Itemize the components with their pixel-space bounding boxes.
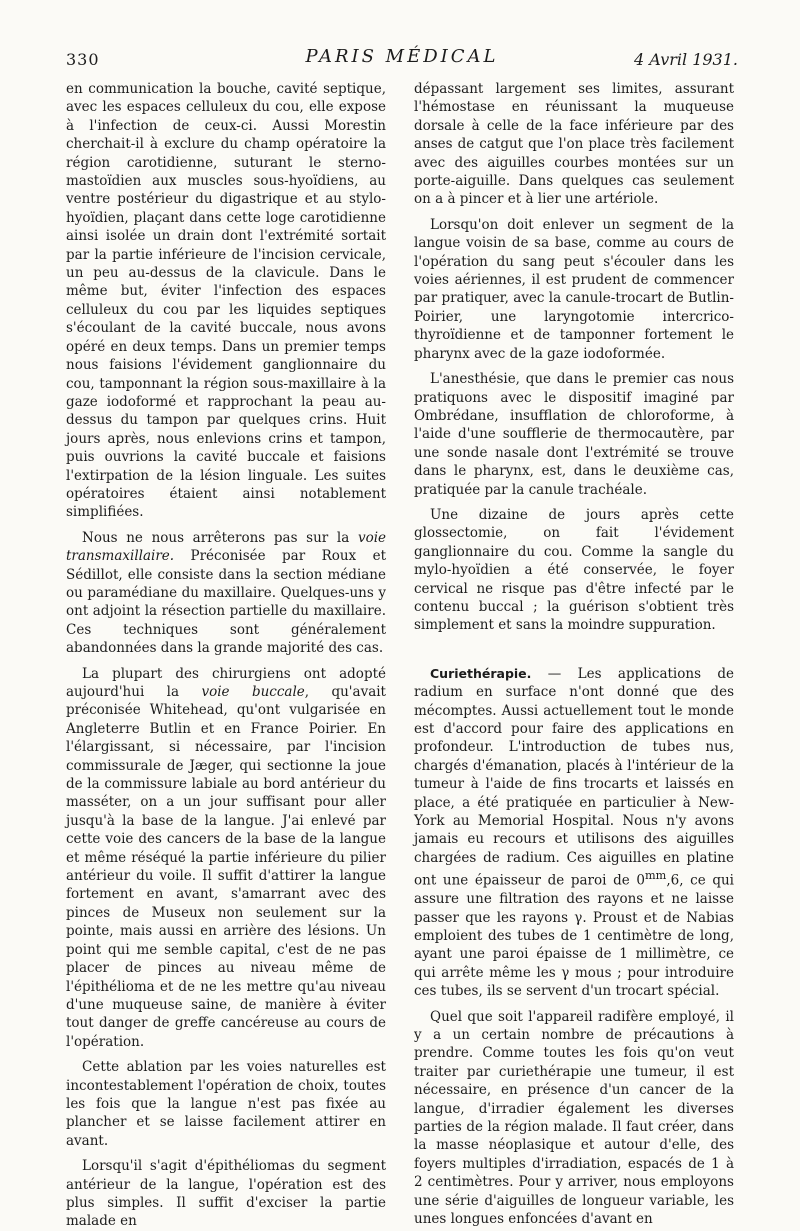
issue-date: 4 Avril 1931. bbox=[634, 50, 738, 69]
paragraph-curietherapie bbox=[414, 665, 734, 1001]
paragraph-voie-buccale bbox=[66, 665, 386, 1052]
section-heading: Curiethérapie. bbox=[430, 665, 532, 681]
paragraph: Lorsqu'il s'agit d'épithéliomas du segment antérieur de la langue, l'opération est des plus simples. Il suffit d'exciser la partie malade en bbox=[66, 1158, 386, 1230]
paragraph: Une dizaine de jours après cette glossectomie, on fait l'évidement ganglionnaire du cou. Comme la sangle du mylo-hyoïdien a été conservée, le foyer cervical ne risque pas d'être infecté par le contenu buccal ; la guérison s'obtient très simplement et sans la moindre suppuration. bbox=[414, 506, 734, 634]
paragraph-text: — Les applications de radium en surface n'ont donné que des mécomptes. Aussi actuellement tout le monde est d'accord pour faire des applications en profondeur. L'introduction de tubes nus, chargés d'émanation, placés à l'intérieur de la tumeur à l'aide de fins trocarts et laissés en place, a été pratiquée en particulier à New-York au Memorial Hospital. Nous n'y avons jamais eu recours et utilisons des aiguilles chargées de radium. Ces aiguilles en platine ont une épaisseur de paroi de 0 bbox=[414, 665, 734, 889]
page-number: 330 bbox=[66, 50, 100, 69]
journal-title: PARIS MÉDICAL bbox=[305, 46, 499, 67]
right-column bbox=[414, 80, 734, 1228]
paragraph-voie-transmaxillaire bbox=[66, 529, 386, 658]
paragraph: en communication la bouche, cavité septique, avec les espaces celluleux du cou, elle expose à l'infection de ceux-ci. Aussi Morestin cherchait-il à exclure du champ opératoire la région carotidienne, suturant le sterno-mastoïdien aux muscles sous-hyoïdiens, au ventre postérieur du digastrique et au stylo-hyoïdien, plaçant dans cette loge carotidienne ainsi isolée un drain dont l'extrémité sortait par la partie inférieure de l'incision cervicale, un peu au-dessus de la clavicule. Dans le même but, éviter l'infection des espaces celluleux du cou par les liquides septiques s'écoulant de la cavité buccale, nous avons opéré en deux temps. Dans un premier temps nous faisions l'évidement ganglionnaire du cou, tamponnant la région sous-maxillaire à la gaze iodoformé et rapprochant la peau au-dessus du tampon par quelques crins. Huit jours après, nous enlevions crins et tampon, puis ouvrions la cavité buccale et faisions l'extirpation de la lésion linguale. Les suites opératoires étaient ainsi notablement simplifiées. bbox=[66, 81, 386, 521]
emphasis-term: voie buccale bbox=[201, 684, 305, 700]
paragraph-text: ,6, ce qui assure une filtration des rayons et ne laisse passer que les rayons γ. Proust et de Nabias emploient des tubes de 1 centimètre de long, ayant une paroi épaisse de 1 millimètre, ce qui arrête même les γ mous ; pour introduire ces tubes, ils se servent d'un trocart spécial. bbox=[414, 872, 734, 1000]
paragraph: Lorsqu'on doit enlever un segment de la langue voisin de sa base, comme au cours de l'opération du sang peut s'écouler dans les voies aériennes, il est prudent de commencer par pratiquer, avec la canule-trocart de Butlin-Poirier, une laryngotomie intercrico-thyroïdienne et de tamponner fortement le pharynx avec de la gaze iodoformée. bbox=[414, 216, 734, 362]
paragraph: L'anesthésie, que dans le premier cas nous pratiquons avec le dispositif imaginé par Ombrédane, insufflation de chloroforme, à l'aide d'une soufflerie de thermocautère, par une sonde nasale dont l'extrémité se trouve dans le pharynx, est, dans le deuxième cas, pratiquée par la canule trachéale. bbox=[414, 371, 734, 498]
paragraph: Quel que soit l'appareil radifère employé, il y a un certain nombre de précautions à prendre. Comme toutes les fois qu'on veut traiter par curiethérapie une tumeur, il est nécessaire, en présence d'un cancer de la langue, d'irradier également les diverses parties de la région malade. Il faut créer, dans la masse néoplasique et autour d'elle, des foyers multiples d'irradiation, espacés de 1 à 2 centimètres. Pour y arriver, nous employons une série d'aiguilles de longueur variable, les unes longues enfoncées d'avant en bbox=[414, 1008, 734, 1228]
running-header bbox=[66, 44, 738, 74]
paragraph-text: Préconisée par Roux et Sédillot, elle consiste dans la section médiane ou paramédiane du maxillaire. Quelques-uns y ont adjoint la résection partielle du maxillaire. Ces techniques sont généralement abandonnées dans la grande majorité des cas. bbox=[66, 548, 386, 657]
paragraph-text: La plupart des chirurgiens ont adopté aujourd'hui la bbox=[66, 665, 386, 700]
emphasis-term: voie transmaxillaire. bbox=[66, 529, 386, 565]
unit-superscript: mm bbox=[644, 869, 667, 883]
left-column bbox=[66, 80, 386, 1230]
paragraph: Cette ablation par les voies naturelles est incontestablement l'opération de choix, toutes les fois que la langue n'est pas fixée au plancher et se laisse facilement attirer en avant. bbox=[66, 1059, 386, 1149]
paragraph-text: , qu'avait préconisée Whitehead, qu'ont vulgarisée en Angleterre Butlin et en France Poirier. En l'élargissant, si nécessaire, par l'incision commissurale de Jæger, qui sectionne la joue de la commissure labiale au bord antérieur du masséter, on a un jour suffisant pour aller jusqu'à la base de la langue. J'ai enlevé par cette voie des cancers de la base de la langue et même réséqué la partie inférieure du pilier antérieur du voile. Il suffit d'attirer la langue fortement en avant, s'amarrant avec des pinces de Museux non seulement sur la pointe, mais aussi en arrière des lésions. Un point qui me semble capital, c'est de ne pas placer de pinces au niveau même de l'épithélioma et de ne les mettre qu'au niveau d'une muqueuse saine, de manière à éviter tout danger de greffe cancéreuse au cours de l'opération. bbox=[66, 684, 386, 1050]
paragraph: dépassant largement ses limites, assurant l'hémostase en réunissant la muqueuse dorsale à celle de la face inférieure par des anses de catgut que l'on place très facilement avec des aiguilles courbes montées sur un porte-aiguille. Dans quelques cas seulement on a à pincer et à lier une artériole. bbox=[414, 81, 734, 208]
paragraph-text: Nous ne nous arrêterons pas sur la bbox=[82, 529, 358, 546]
